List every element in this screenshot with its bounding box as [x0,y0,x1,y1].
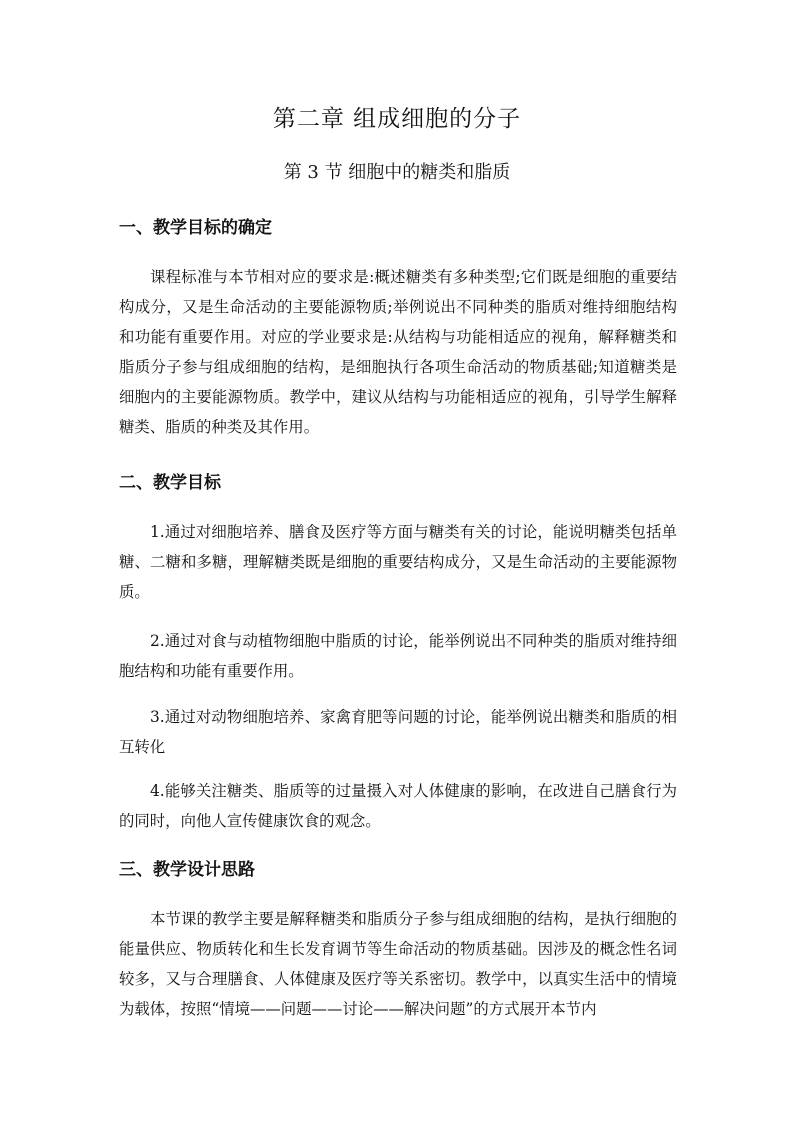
paragraph-goal-2: 2.通过对食与动植物细胞中脂质的讨论，能举例说出不同种类的脂质对维持细胞结构和功能有重要作用。 [119,632,677,680]
heading-teaching-goal-determination: 一、教学目标的确定 [119,218,272,238]
paragraph-design-approach: 本节课的教学主要是解释糖类和脂质分子参与组成细胞的结构，是执行细胞的能量供应、物质转化和生长发育调节等生命活动的物质基础。因涉及的概念性名词较多，又与合理膳食、人体健康及医疗等关系密切。教学中，以真实生活中的情境为载体，按照“情境——问题——讨论——解决问题”的方式展开本节内 [119,910,677,1018]
heading-teaching-goals: 二、教学目标 [119,473,221,493]
paragraph-goal-1: 1.通过对细胞培养、膳食及医疗等方面与糖类有关的讨论，能说明糖类包括单糖、二糖和多糖，理解糖类既是细胞的重要结构成分，又是生命活动的主要能源物质。 [119,523,677,601]
heading-design-approach: 三、教学设计思路 [119,860,255,880]
paragraph-goal-4: 4.能够关注糖类、脂质等的过量摄入对人体健康的影响，在改进自己膳食行为的同时，向他人宣传健康饮食的观念。 [119,782,677,830]
section-title: 第 3 节 细胞中的糖类和脂质 [283,162,511,183]
chapter-title: 第二章 组成细胞的分子 [272,106,522,132]
paragraph-goal-3: 3.通过对动物细胞培养、家禽育肥等问题的讨论，能举例说出糖类和脂质的相互转化 [119,708,677,756]
paragraph-curriculum-requirements: 课程标准与本节相对应的要求是:概述糖类有多种类型;它们既是细胞的重要结构成分，又是生命活动的主要能源物质;举例说出不同种类的脂质对维持细胞结构和功能有重要作用。对应的学业要求是:从结构与功能相适应的视角，解释糖类和脂质分子参与组成细胞的结构，是细胞执行各项生命活动的物质基础;知道糖类是细胞内的主要能源物质。教学中，建议从结构与功能相适应的视角，引导学生解释糖类、脂质的种类及其作用。 [119,268,677,436]
